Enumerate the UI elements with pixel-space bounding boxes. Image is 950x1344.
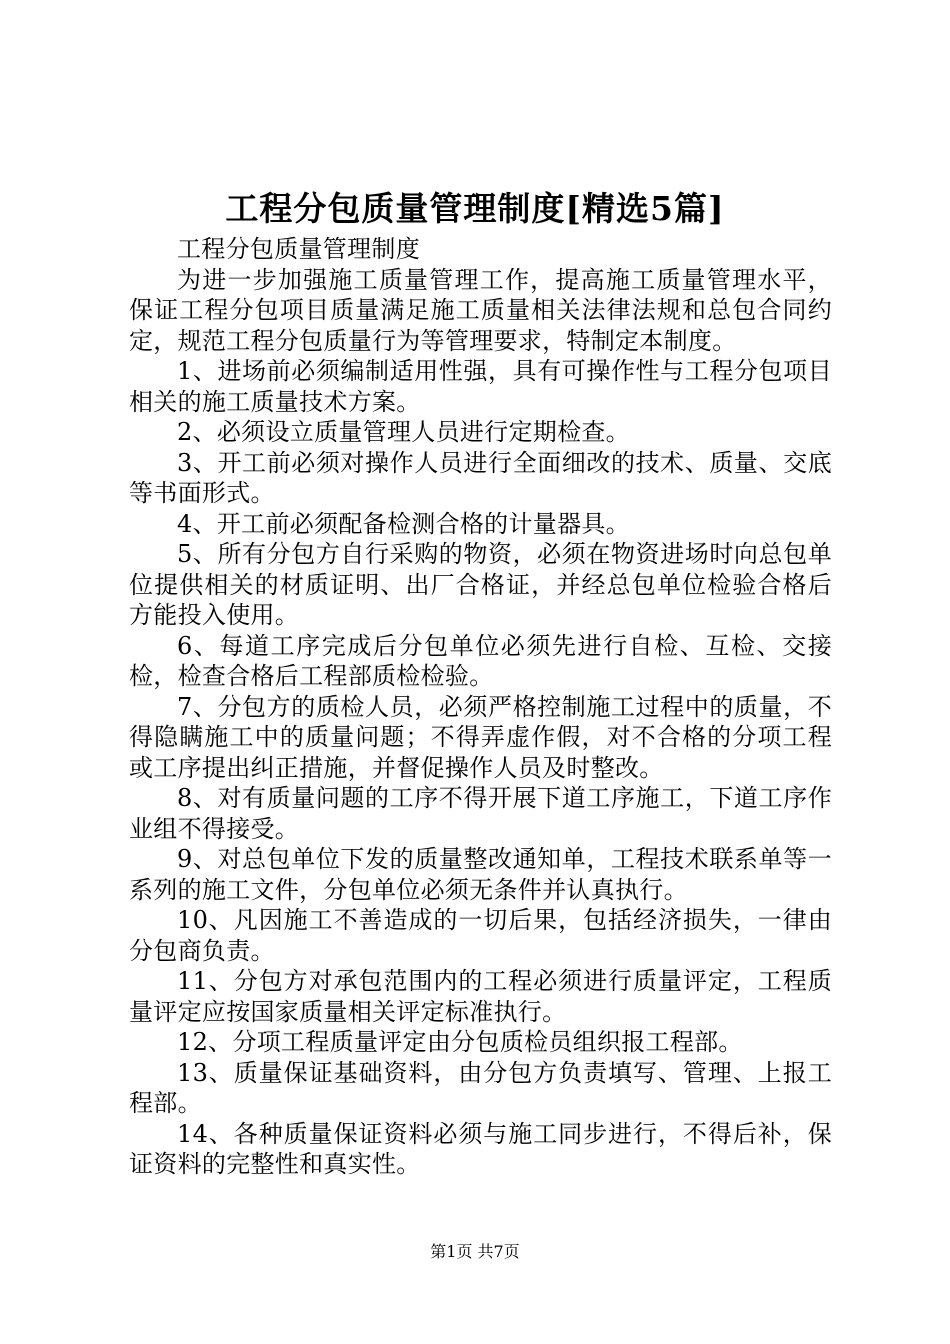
paragraph-intro: 为进一步加强施工质量管理工作，提高施工质量管理水平，保证工程分包项目质量满足施工质量相关法律法规和总包合同约定，规范工程分包质量行为等管理要求，特制定本制度。: [129, 265, 832, 355]
page-indicator: 第1页 共7页: [430, 1242, 520, 1261]
paragraph-item-10: 10、凡因施工不善造成的一切后果，包括经济损失，一律由分包商负责。: [129, 906, 832, 965]
paragraph-item-1: 1、进场前必须编制适用性强，具有可操作性与工程分包项目相关的施工质量技术方案。: [129, 357, 832, 416]
page-footer: [0, 1241, 950, 1263]
paragraph-item-7: 7、分包方的质检人员，必须严格控制施工过程中的质量，不得隐瞒施工中的质量问题；不得弄虚作假，对不合格的分项工程或工序提出纠正措施，并督促操作人员及时整改。: [129, 692, 832, 782]
paragraph-item-6: 6、每道工序完成后分包单位必须先进行自检、互检、交接检，检查合格后工程部质检检验。: [129, 631, 832, 690]
paragraph-item-4: 4、开工前必须配备检测合格的计量器具。: [177, 509, 630, 538]
paragraph-item-14: 14、各种质量保证资料必须与施工同步进行，不得后补，保证资料的完整性和真实性。: [129, 1119, 832, 1178]
paragraph-item-11: 11、分包方对承包范围内的工程必须进行质量评定，工程质量评定应按国家质量相关评定标准执行。: [129, 967, 832, 1026]
document-title: 工程分包质量管理制度[精选5篇]: [225, 189, 725, 228]
paragraph-heading: 工程分包质量管理制度: [177, 235, 420, 263]
document-body: [129, 234, 832, 1180]
paragraph-item-5: 5、所有分包方自行采购的物资，必须在物资进场时向总包单位提供相关的材质证明、出厂合格证，并经总包单位检验合格后方能投入使用。: [129, 540, 832, 629]
paragraph-item-2: 2、必须设立质量管理人员进行定期检查。: [177, 418, 630, 446]
paragraph-item-8: 8、对有质量问题的工序不得开展下道工序施工，下道工序作业组不得接受。: [129, 784, 832, 843]
paragraph-item-9: 9、对总包单位下发的质量整改通知单，工程技术联系单等一系列的施工文件，分包单位必须无条件并认真执行。: [129, 845, 832, 904]
paragraph-item-13: 13、质量保证基础资料，由分包方负责填写、管理、上报工程部。: [129, 1058, 832, 1117]
paragraph-item-12: 12、分项工程质量评定由分包质检员组织报工程部。: [177, 1028, 743, 1056]
paragraph-item-3: 3、开工前必须对操作人员进行全面细改的技术、质量、交底等书面形式。: [129, 448, 832, 507]
